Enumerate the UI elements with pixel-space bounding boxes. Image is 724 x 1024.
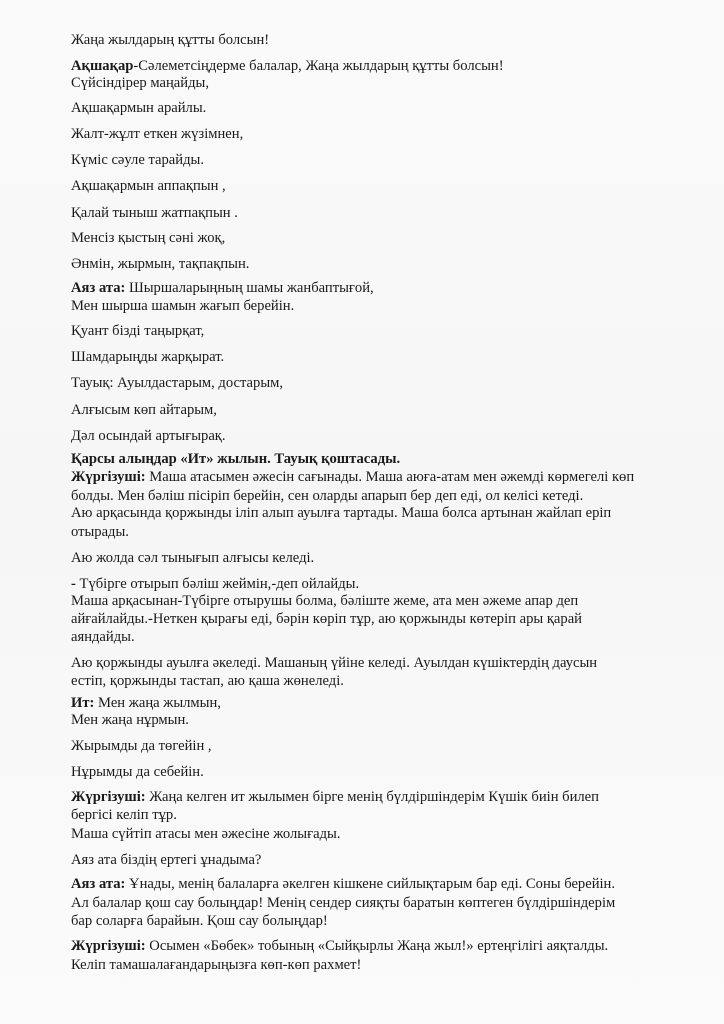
text-line: Ақшақармын аппақпын ,: [71, 178, 226, 194]
text-line: Аю қоржынды ауылға әкеледі. Машаның үйіне келеді. Ауылдан күшіктердің даусын: [71, 655, 598, 671]
text-line: Маша арқасынан-Түбірге отырушы болма, бәліште жеме, ата мен әжеме апар деп: [71, 593, 579, 609]
text-line: Жүргізуші: Осымен «Бөбек» тобының «Сыйқырлы Жаңа жыл!» ертеңгілігі аяқталды.: [71, 938, 609, 954]
section-heading: Қарсы алыңдар «Ит» жылын. Тауық қоштасады.: [71, 451, 401, 467]
text-line: Аяз ата: Ұнады, менің балаларға әкелген кішкене сийлықтарым бар еді. Соны берейін.: [71, 876, 616, 892]
speaker-label: Жүргізуші:: [71, 789, 146, 805]
text-line: Қалай тыныш жатпақпын .: [71, 205, 238, 221]
text-line: бергісі келіп тұр.: [71, 807, 177, 823]
text-line: Жүргізуші: Жаңа келген ит жылымен бірге менің бүлдіршіндерім Күшік биін билеп: [71, 789, 599, 805]
text-line: отырады.: [71, 524, 129, 540]
text-line: естіп, қоржынды тастап, аю қаша жөнеледі.: [71, 673, 344, 689]
text-line: Аяз ата: Шыршаларыңның шамы жанбаптығой,: [71, 280, 374, 296]
text-line: айғайлайды.-Неткен қырағы еді, бәрін көріп тұр, аю қоржынды көтеріп ары қарай: [71, 611, 582, 627]
text-line: Күміс сәуле тарайды.: [71, 152, 204, 168]
text-line: Тауық: Ауылдастарым, достарым,: [71, 375, 284, 391]
text-line: Ақшақармын арайлы.: [71, 100, 207, 116]
text-line: Ақшақар-Сәлеметсіңдерме балалар, Жаңа жылдарың құтты болсын!: [71, 58, 504, 74]
text-line: Мен жаңа нұрмын.: [71, 712, 189, 728]
text-line: Келіп тамашалағандарыңызға көп-көп рахмет!: [71, 957, 362, 973]
text-line: Қуант бізді таңырқат,: [71, 323, 205, 339]
text-line: болды. Мен бәліш пісіріп берейін, сен оларды апарып бер деп еді, ол келісі кетеді.: [71, 488, 584, 504]
speaker-label: Аяз ата:: [71, 280, 126, 296]
text-line: аяндайды.: [71, 629, 135, 645]
speaker-label: Жүргізуші:: [71, 938, 146, 954]
text-line: Маша сүйтіп атасы мен әжесіне жолығады.: [71, 826, 341, 842]
text-line: Шамдарыңды жарқырат.: [71, 349, 225, 365]
text-line: Мен шырша шамын жағып берейін.: [71, 298, 295, 314]
text-line: бар соларға барайын. Қош сау болыңдар!: [71, 913, 328, 929]
text-line: Дәл осындай артығырақ.: [71, 428, 226, 444]
text-line: - Түбірге отырып бәліш жеймін,-деп ойлайды.: [71, 576, 360, 592]
speaker-label: Аяз ата:: [71, 876, 126, 892]
text-line: Менсіз қыстың сәні жоқ,: [71, 230, 226, 246]
text-line: Нұрымды да себейін.: [71, 764, 204, 780]
text-line: Алғысым көп айтарым,: [71, 402, 217, 418]
text-line: Сүйсіндірер маңайды,: [71, 75, 209, 91]
speaker-label: Ақшақар: [71, 58, 134, 74]
speaker-label: Жүргізуші:: [71, 469, 146, 485]
text-line: Әнмін, жырмын, тақпақпын.: [71, 256, 250, 272]
speaker-label: Ит:: [71, 695, 95, 711]
text-line: Ал балалар қош сау болыңдар! Менің сендер сияқты баратын көптеген бүлдіршіндерім: [71, 895, 616, 911]
text-line: Ит: Мен жаңа жылмын,: [71, 695, 221, 711]
text-line: Жалт-жұлт еткен жүзімнен,: [71, 126, 244, 142]
text-line: Жүргізуші: Маша атасымен әжесін сағынады. Маша аюға-атам мен әжемді көрмегелі көп: [71, 469, 635, 485]
text-line: Аю арқасында қоржынды іліп алып ауылға тартады. Маша болса артынан жайлап еріп: [71, 505, 612, 521]
text-line: Жаңа жылдарың құтты болсын!: [71, 32, 270, 48]
speaker-label: -: [71, 576, 76, 592]
text-line: Жырымды да төгейін ,: [71, 738, 212, 754]
text-line: Аю жолда сәл тынығып алғысы келеді.: [71, 550, 315, 566]
text-line: Аяз ата біздің ертегі ұнадыма?: [71, 852, 262, 868]
